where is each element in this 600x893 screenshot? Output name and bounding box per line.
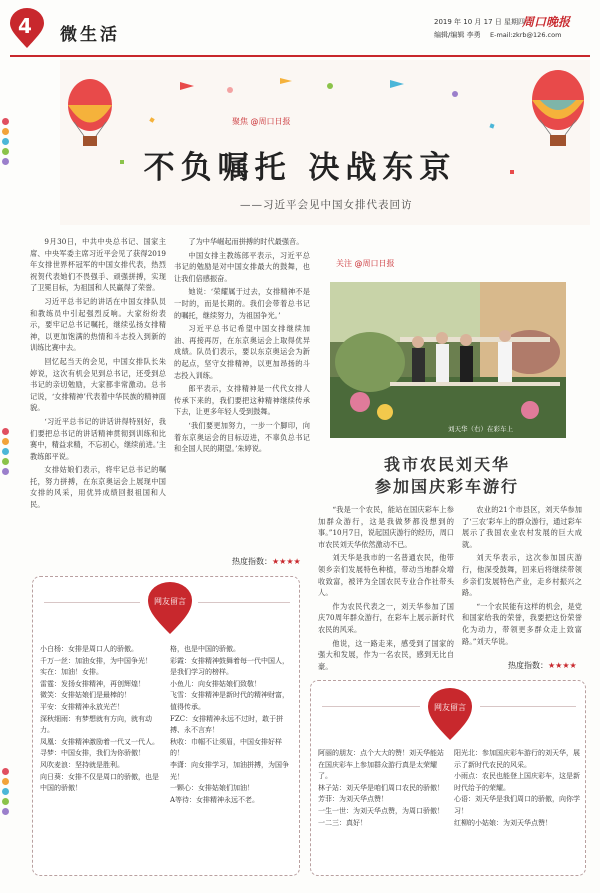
feature-photo <box>330 282 566 438</box>
lead-headline: 不负嘱托 决战东京 <box>143 150 457 186</box>
rating-stars: ★★★★ <box>548 661 577 670</box>
section-title: 微生活 <box>60 25 120 45</box>
comment-item: 心语：刘天华是我们周口的骄傲，向你学习！ <box>454 795 580 815</box>
feature-rating <box>508 660 577 671</box>
article-paragraph: 习近平总书记希望中国女排继续加油、再接再厉，在东京奥运会上取得优异成绩。队员们表示，要以东京奥运会为新的起点，坚守女排精神，以更加昂扬的斗志投入训练。 <box>174 324 310 380</box>
rating-label: 热度指数： <box>508 661 548 670</box>
header-rule <box>10 55 590 57</box>
comment-item: 飞雪：女排精神是新时代的精神财富，值得传承。 <box>170 691 289 711</box>
comment-item: 寻梦：中国女排，我们为你骄傲！ <box>40 749 145 758</box>
comment-list-right-2 <box>454 748 580 872</box>
article-paragraph: 郎平表示，女排精神是一代代女排人传承下来的，我们要把这种精神继续传承下去，让更多年轻人受到鼓舞。 <box>174 384 310 417</box>
article-paragraph: 作为农民代表之一，刘天华参加了国庆70周年群众游行，在彩车上展示新时代农民的风采。 <box>318 601 454 634</box>
lead-article-column-2 <box>174 236 310 551</box>
comment-item: 平安：女排精神永放光芒！ <box>40 702 124 711</box>
comment-item: 微笑：女排姑娘们是最棒的！ <box>40 691 131 700</box>
comment-badge-label: 网友留言 <box>154 597 186 606</box>
comment-item: 小雨点：农民也能登上国庆彩车，这是新时代给予的荣耀。 <box>454 772 580 792</box>
article-paragraph: “我是一个农民，能站在国庆彩车上参加群众游行，这是我做梦都没想到的事。”10月7日，说起国庆游行的经历，周口市农民刘天华依然激动不已。 <box>318 505 454 549</box>
comment-item: 向日葵：女排不仅是周口的骄傲，也是中国的骄傲！ <box>40 772 159 793</box>
comment-badge-label: 网友留言 <box>434 703 466 712</box>
comment-item: 一颗心：女排姑娘们加油！ <box>170 784 254 793</box>
divider-line <box>198 602 290 603</box>
comment-item: 红柳的小姑娘：为刘天华点赞！ <box>454 818 552 827</box>
editor-credit: 编辑/编辑 李勇 <box>434 31 481 39</box>
issue-date: 2019 年 10 月 17 日 星期四 <box>434 18 525 26</box>
feature-article-column-1 <box>318 504 454 671</box>
comment-item: FZC：女排精神永远不过时，敢于拼搏、永不言弃！ <box>170 714 284 735</box>
comment-item: 彩霞：女排精神鼓舞着每一代中国人，是我们学习的榜样。 <box>170 656 289 677</box>
comment-item: 阳光北：参加国庆彩车游行的刘天华，展示了新时代农民的风采。 <box>454 749 580 769</box>
lead-article-column-1 <box>30 236 166 551</box>
article-paragraph: ‘习近平总书记的讲话讲得特别好，我们要把总书记的讲话精神贯彻到训练和比赛中，精益求精，不忘初心，继续前进。’主教练郎平说。 <box>30 416 166 461</box>
feature-headline-line-1: 我市农民刘天华 <box>383 455 510 474</box>
rating-stars: ★★★★ <box>272 557 301 566</box>
page-number: 4 <box>18 14 32 38</box>
article-paragraph: 9月30日，中共中央总书记、国家主席、中央军委主席习近平会见了获得2019年女排世界杯冠军的中国女排代表，热烈祝贺代表她们不畏强手、顽强拼搏，实现了卫冕目标，为祖国和人民赢得了荣誉。 <box>30 237 166 293</box>
lead-subhead: ——习近平会见中国女排代表回访 <box>240 199 413 211</box>
divider-line <box>44 602 140 603</box>
article-paragraph: 她说：‘荣耀属于过去，女排精神不是一时的，而是长期的。我们会带着总书记的嘱托，继续努力，为祖国争光。’ <box>174 287 310 320</box>
paper-logo: 周口晚报 <box>522 15 571 29</box>
article-paragraph: 女排姑娘们表示，将牢记总书记的嘱托，努力拼搏，在东京奥运会上展现中国女排的风采，用优异成绩回报祖国和人民。 <box>30 465 166 510</box>
article-paragraph: 农业的21个市县区，刘天华参加了‘三农’彩车上的群众游行，通过彩车展示了我国农业农村发展的巨大成就。 <box>462 505 582 549</box>
comment-list-left-2 <box>170 644 294 870</box>
article-paragraph: 他说，这一路走来，感受到了国家的强大和发展，作为一名农民，感到无比自豪。 <box>318 638 454 671</box>
comment-item: 凤凰：女排精神激励着一代又一代人。 <box>40 737 159 746</box>
comment-item: 秋收：巾帼不让须眉，中国女排好样的！ <box>170 737 282 758</box>
comment-badge-left <box>146 582 194 636</box>
divider-line <box>480 706 576 707</box>
comment-item: 林子站：刘天华是咱们周口农民的骄傲！ <box>318 783 444 792</box>
article-paragraph: 刘天华表示，这次参加国庆游行，他深受鼓舞，回来后将继续带领乡亲们发展特色产业，走乡村振兴之路。 <box>462 553 582 598</box>
article-paragraph: 回忆起当天的会见，中国女排队长朱婷说，这次有机会见到总书记，还受到总书记的亲切勉励，大家都非常激动。总书记说，‘女排精神’代表着中华民族的精神面貌。 <box>30 356 166 413</box>
comment-item: A等待：女排精神永远不老。 <box>170 795 260 804</box>
article-paragraph: 刘天华是我市的一名普通农民，他带领乡亲们发展特色种植，带动当地群众增收致富，被评为全国农民专业合作社带头人。 <box>318 553 454 598</box>
comment-item: 李潇：向女排学习，加油拼搏，为国争光！ <box>170 760 289 781</box>
comment-item: 一二三：真好！ <box>318 818 367 827</box>
article-paragraph: “一个农民能有这样的机会，是党和国家给我的荣誉，我要把这份荣誉化为动力，带领更多群众走上致富路。”刘天华说。 <box>462 601 582 646</box>
comment-item: 格，也是中国的骄傲。 <box>170 645 240 653</box>
editor-email: E-mail:zkrb@126.com <box>490 31 562 39</box>
comment-item: 雷霆：发扬女排精神，再创辉煌！ <box>40 679 145 688</box>
comment-item: 实在：加油！女排。 <box>40 668 103 677</box>
lead-kicker: 聚焦 @周口日报 <box>232 117 291 126</box>
side-dots-bottom <box>2 768 9 818</box>
comment-item: 深秋细雨：有梦想就有方向，就有动力。 <box>40 714 152 735</box>
comment-list-right-1 <box>318 748 446 872</box>
feature-headline-line-2: 参加国庆彩车游行 <box>374 477 519 496</box>
comment-item: 小鱼儿：向女排姑娘们致敬！ <box>170 679 261 688</box>
article-paragraph: 中国女排主教练郎平表示，习近平总书记的勉励是对中国女排最大的鼓舞，也让我们倍感振奋。 <box>174 250 310 283</box>
comment-badge-right <box>426 688 474 742</box>
comment-list-left-1 <box>40 644 164 870</box>
comment-item: 小白杨：女排是周口人的骄傲。 <box>40 645 138 653</box>
article-paragraph: 习近平总书记的讲话在中国女排队员和教练员中引起强烈反响。大家纷纷表示，要牢记总书记嘱托，继续弘扬女排精神，以更加饱满的热情和斗志投入到新的训练比赛中去。 <box>30 296 166 353</box>
divider-line <box>322 706 420 707</box>
feature-article-column-2 <box>462 504 582 654</box>
article-paragraph: ‘我们要更加努力，一步一个脚印，向着东京奥运会的目标迈进，不辜负总书记和全国人民的期望。’朱婷说。 <box>174 420 310 454</box>
rating-label: 热度指数： <box>232 557 272 566</box>
comment-item: 千万一丝：加油女排，为中国争光！ <box>40 656 152 665</box>
comment-item: 一生一世：为刘天华点赞，为周口骄傲！ <box>318 806 444 815</box>
comment-item: 芳菲：为刘天华点赞！ <box>318 795 388 804</box>
article-paragraph: 了为中华崛起而拼搏的时代最强音。 <box>188 237 304 246</box>
photo-caption: 刘天华（右）在彩车上 <box>448 425 513 433</box>
feature-kicker: 关注 @周口日报 <box>336 259 395 268</box>
comment-item: 风吹麦浪：坚持就是胜利。 <box>40 760 124 769</box>
lead-rating <box>232 556 301 567</box>
comment-item: 阿丽的朋友：点个大大的赞！刘天华能站在国庆彩车上参加群众游行真是太荣耀了。 <box>318 749 444 781</box>
side-dots-mid <box>2 428 9 478</box>
